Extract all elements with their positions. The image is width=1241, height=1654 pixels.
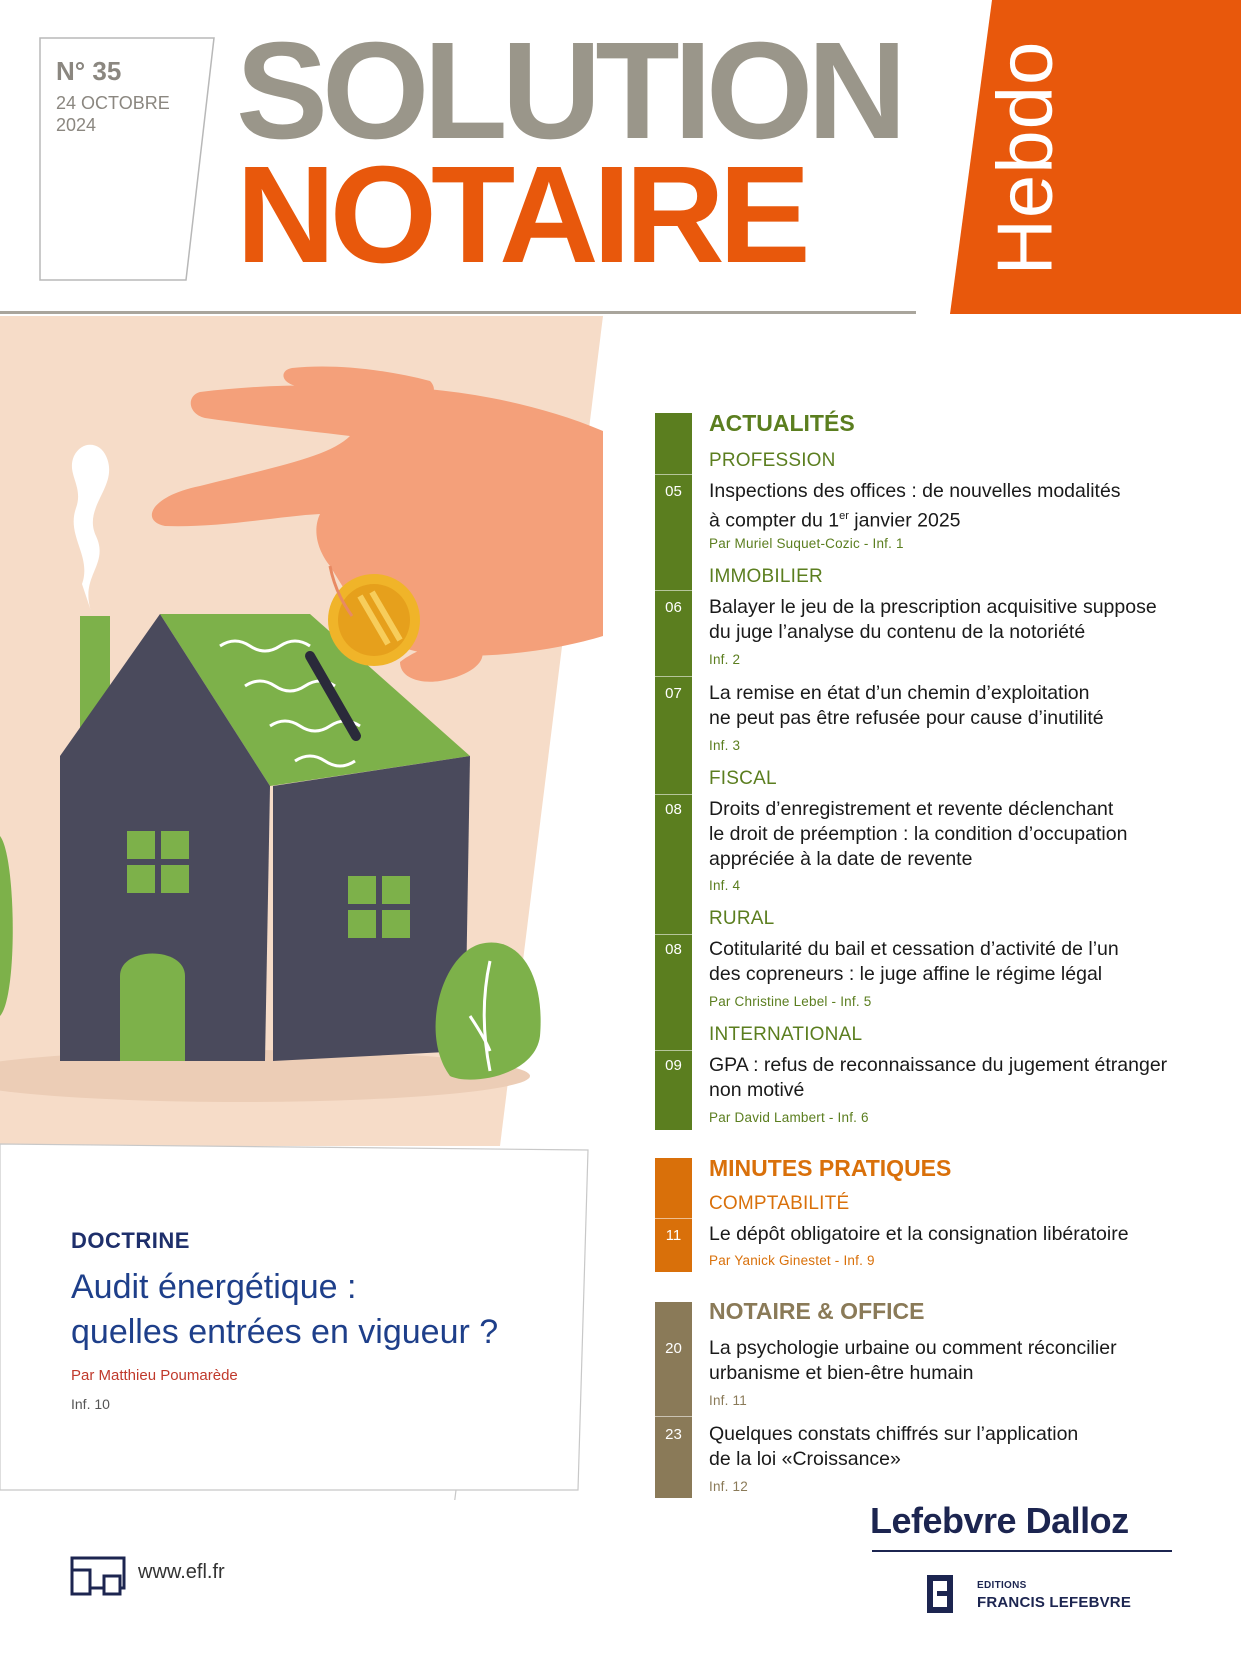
entry-line: le droit de préemption : la condition d’occupation bbox=[709, 823, 1128, 845]
editions-label: EDITIONS bbox=[977, 1580, 1027, 1591]
toc-entry-title[interactable] bbox=[709, 797, 1179, 872]
page-number: 05 bbox=[665, 483, 682, 500]
francis-lefebvre-label: FRANCIS LEFEBVRE bbox=[977, 1594, 1132, 1611]
fiscal-subsection: FISCAL bbox=[709, 768, 777, 789]
page-number: 23 bbox=[665, 1426, 682, 1443]
bar-divider bbox=[655, 794, 692, 795]
toc-entry-title[interactable] bbox=[709, 595, 1179, 645]
issue-date-day: 24 OCTOBRE bbox=[56, 93, 170, 113]
page-number: 20 bbox=[665, 1340, 682, 1357]
toc-entry-meta: Par Muriel Suquet-Cozic - Inf. 1 bbox=[709, 536, 904, 551]
bar-divider bbox=[655, 1050, 692, 1051]
entry-text: à compter du 1 bbox=[709, 509, 840, 532]
international-subsection: INTERNATIONAL bbox=[709, 1024, 863, 1045]
entry-line: La remise en état d’un chemin d’exploitation bbox=[709, 682, 1090, 704]
entry-line: Cotitularité du bail et cessation d’activité de l’un bbox=[709, 938, 1119, 960]
page-number: 09 bbox=[665, 1057, 682, 1074]
superscript: er bbox=[839, 510, 849, 522]
bar-divider bbox=[655, 1218, 692, 1219]
entry-line: du juge l’analyse du contenu de la notoriété bbox=[709, 621, 1086, 643]
entry-line bbox=[709, 504, 1179, 534]
toc-entry-meta: Par David Lambert - Inf. 6 bbox=[709, 1110, 869, 1125]
header-divider bbox=[0, 311, 916, 314]
entry-line: de la loi «Croissance» bbox=[709, 1448, 901, 1470]
doctrine-label: DOCTRINE bbox=[71, 1228, 190, 1253]
entry-line: ne peut pas être refusée pour cause d’inutilité bbox=[709, 707, 1104, 729]
page-number: 08 bbox=[665, 941, 682, 958]
toc-entry-meta: Inf. 4 bbox=[709, 878, 741, 893]
notaire-bar bbox=[655, 1302, 692, 1498]
entry-text: janvier 2025 bbox=[848, 509, 961, 532]
toc-entry-title[interactable] bbox=[709, 1336, 1179, 1386]
entry-line: Inspections des offices : de nouvelles modalités bbox=[709, 480, 1121, 502]
hebdo-label: Hebdo bbox=[980, 40, 1069, 276]
entry-line: des copreneurs : le juge affine le régime légal bbox=[709, 963, 1103, 985]
website-link[interactable]: www.efl.fr bbox=[138, 1561, 225, 1583]
toc-entry-title[interactable] bbox=[709, 681, 1179, 731]
toc-entry-title[interactable] bbox=[709, 479, 1179, 534]
toc-entry-meta: Par Christine Lebel - Inf. 5 bbox=[709, 994, 872, 1009]
entry-line: Balayer le jeu de la prescription acquisitive suppose bbox=[709, 596, 1157, 618]
entry-line: non motivé bbox=[709, 1079, 805, 1101]
entry-line: GPA : refus de reconnaissance du jugement étranger bbox=[709, 1054, 1168, 1076]
toc-entry-title[interactable] bbox=[709, 937, 1179, 987]
page-number: 08 bbox=[665, 801, 682, 818]
bar-divider bbox=[655, 590, 692, 591]
bar-divider bbox=[655, 934, 692, 935]
page-number: 07 bbox=[665, 685, 682, 702]
magazine-title-line1: SOLUTION bbox=[236, 14, 901, 168]
toc-entry-meta: Par Yanick Ginestet - Inf. 9 bbox=[709, 1253, 875, 1268]
minutes-bar bbox=[655, 1158, 692, 1272]
actualites-section-title[interactable]: ACTUALITÉS bbox=[709, 410, 855, 436]
toc-entry-title[interactable] bbox=[709, 1053, 1179, 1103]
comptabilite-subsection: COMPTABILITÉ bbox=[709, 1193, 850, 1214]
toc-entry-meta: Inf. 12 bbox=[709, 1479, 748, 1494]
entry-line: Droits d’enregistrement et revente déclenchant bbox=[709, 798, 1114, 820]
entry-line: appréciée à la date de revente bbox=[709, 848, 973, 870]
toc-entry-meta: Inf. 11 bbox=[709, 1393, 747, 1408]
rural-subsection: RURAL bbox=[709, 908, 775, 929]
toc-entry-title[interactable] bbox=[709, 1222, 1179, 1247]
doctrine-ref: Inf. 10 bbox=[71, 1396, 110, 1412]
logo-underline bbox=[872, 1550, 1172, 1552]
entry-line: Quelques constats chiffrés sur l’application bbox=[709, 1423, 1079, 1445]
doctrine-title-line1[interactable]: Audit énergétique : bbox=[71, 1268, 357, 1306]
minutes-section-title[interactable]: MINUTES PRATIQUES bbox=[709, 1155, 952, 1181]
bar-divider bbox=[655, 1416, 692, 1417]
house-piggybank-illustration bbox=[0, 316, 610, 1146]
immobilier-subsection: IMMOBILIER bbox=[709, 566, 823, 587]
toc-entry-title[interactable] bbox=[709, 1422, 1179, 1472]
bar-divider bbox=[655, 474, 692, 475]
issue-date-year: 2024 bbox=[56, 115, 97, 135]
entry-line: La psychologie urbaine ou comment réconcilier bbox=[709, 1337, 1117, 1359]
devices-icon bbox=[70, 1556, 126, 1596]
bar-divider bbox=[655, 676, 692, 677]
profession-subsection: PROFESSION bbox=[709, 450, 836, 471]
entry-line: urbanisme et bien-être humain bbox=[709, 1362, 974, 1384]
issue-number: N° 35 bbox=[56, 56, 122, 86]
notaire-section-title[interactable]: NOTAIRE & OFFICE bbox=[709, 1298, 925, 1324]
efl-logo-icon bbox=[926, 1574, 956, 1614]
magazine-title-line2: NOTAIRE bbox=[236, 138, 805, 292]
page-number: 11 bbox=[665, 1227, 682, 1244]
toc-entry-meta: Inf. 3 bbox=[709, 738, 741, 753]
page-number: 06 bbox=[665, 599, 682, 616]
entry-line: Le dépôt obligatoire et la consignation libératoire bbox=[709, 1223, 1129, 1245]
lefebvre-dalloz-logo: Lefebvre Dalloz bbox=[870, 1500, 1129, 1541]
doctrine-title-line2[interactable]: quelles entrées en vigueur ? bbox=[71, 1313, 499, 1351]
actualites-bar bbox=[655, 413, 692, 1130]
doctrine-author: Par Matthieu Poumarède bbox=[71, 1367, 238, 1384]
toc-entry-meta: Inf. 2 bbox=[709, 652, 741, 667]
